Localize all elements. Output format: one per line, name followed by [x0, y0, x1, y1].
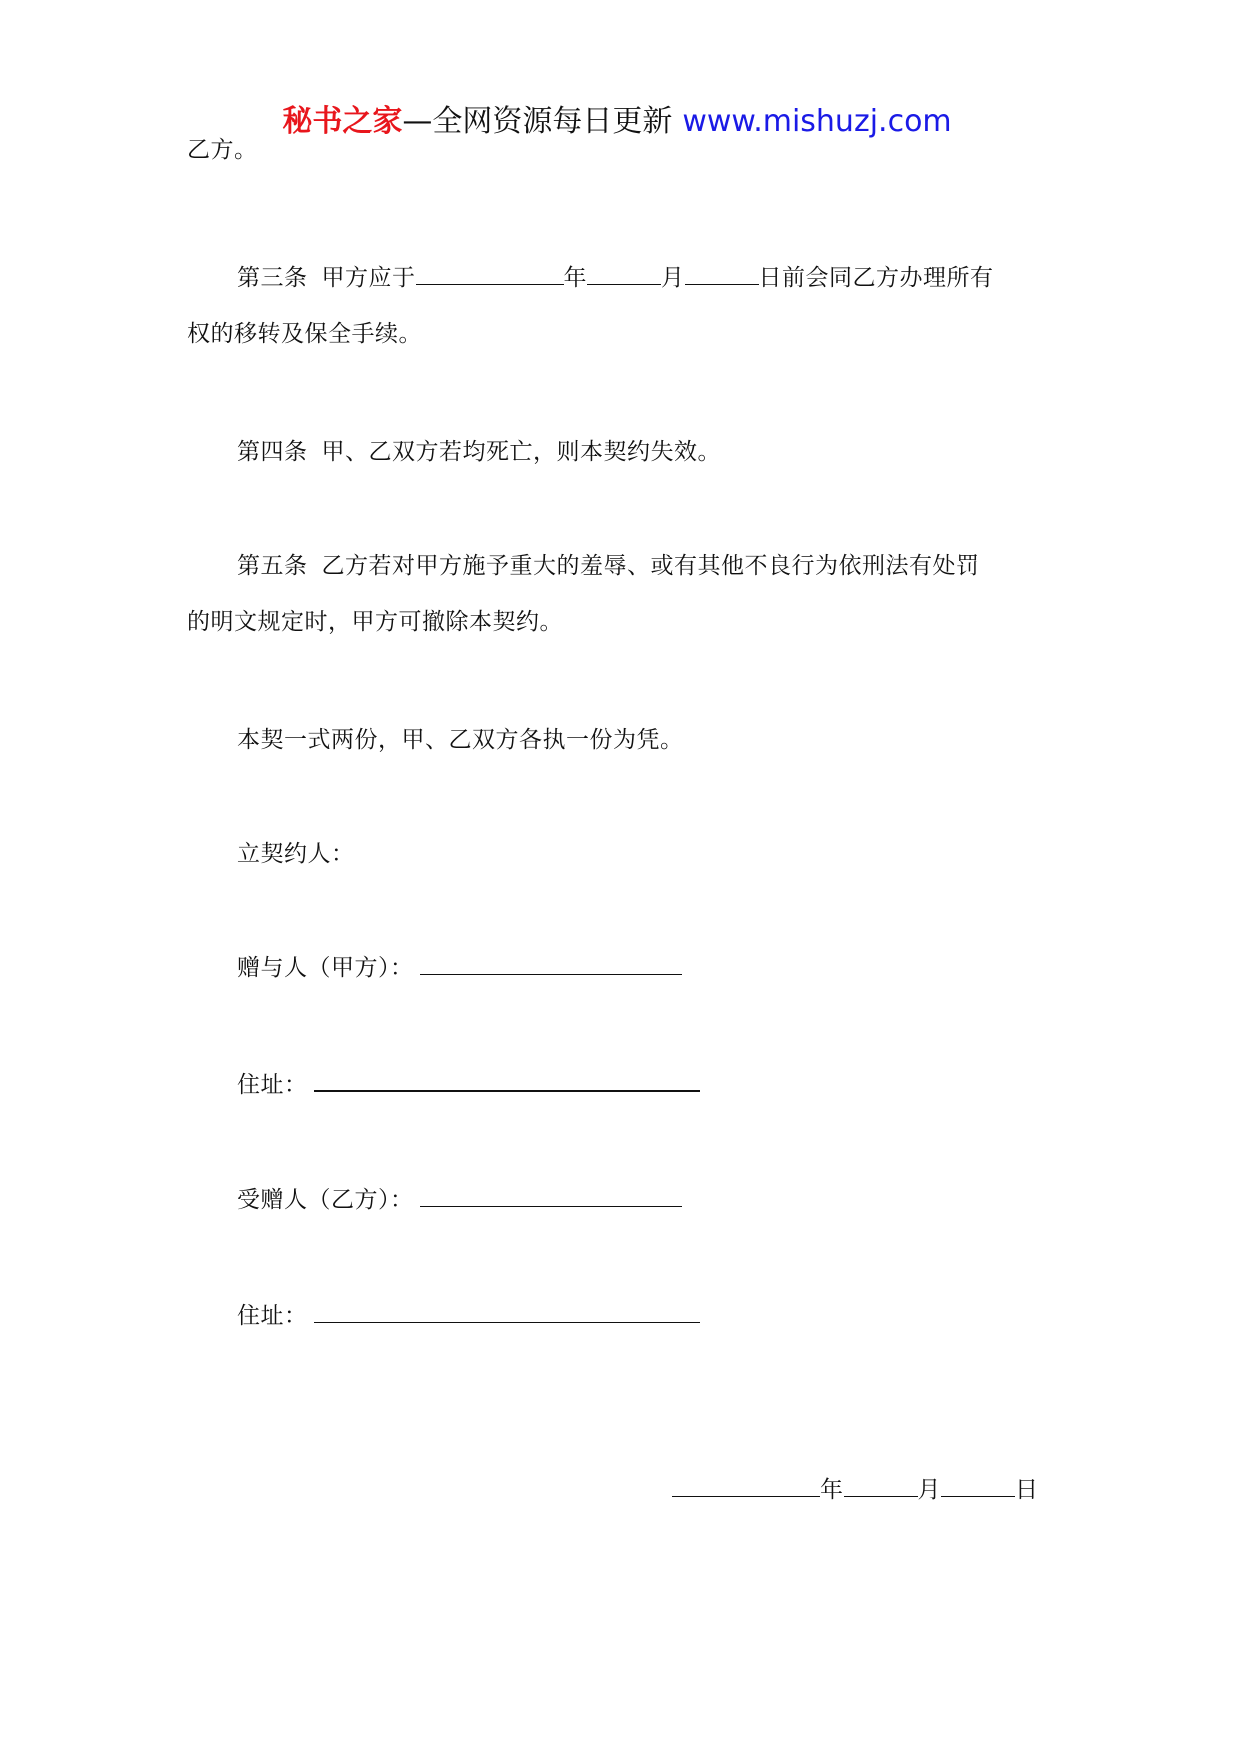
article-4-text: 甲、乙双方若均死亡，则本契约失效。	[321, 439, 721, 465]
article-3-year-blank[interactable]	[416, 262, 564, 285]
donor-label: 赠与人（甲方）：	[237, 955, 414, 981]
date-day-blank[interactable]	[941, 1474, 1015, 1497]
site-slogan: —全网资源每日更新	[402, 104, 673, 139]
donor-name-blank[interactable]	[420, 952, 682, 975]
article-5	[237, 550, 980, 582]
donee-row	[237, 1184, 682, 1216]
continued-text: 乙方。	[187, 137, 258, 163]
article-4	[237, 436, 721, 468]
date-month-blank[interactable]	[844, 1474, 918, 1497]
article-3-pre: 甲方应于	[321, 265, 416, 291]
donee-label: 受赠人（乙方）：	[237, 1187, 414, 1213]
signatories-title: 立契约人：	[237, 841, 355, 867]
donee-address-row	[237, 1300, 700, 1332]
article-5-line-2: 的明文规定时，甲方可撤除本契约。	[187, 609, 563, 635]
donee-address-blank[interactable]	[314, 1300, 700, 1323]
article-3	[237, 262, 994, 294]
site-url-link[interactable]: www.mishuzj.com	[682, 104, 952, 139]
date-day: 日	[1015, 1477, 1039, 1503]
article-3-line-2: 权的移转及保全手续。	[187, 321, 422, 347]
site-header	[0, 102, 1234, 142]
article-5-label: 第五条	[237, 553, 308, 579]
article-3-month-blank[interactable]	[587, 262, 661, 285]
site-brand: 秘书之家	[282, 104, 403, 139]
date-year-blank[interactable]	[672, 1474, 820, 1497]
date-row	[672, 1474, 1039, 1506]
donee-address-label: 住址：	[237, 1303, 308, 1329]
article-3-month: 月	[661, 265, 685, 291]
donor-address-label: 住址：	[237, 1072, 308, 1098]
copies-clause: 本契一式两份，甲、乙双方各执一份为凭。	[237, 727, 684, 753]
article-3-day-blank[interactable]	[685, 262, 759, 285]
article-5-text: 乙方若对甲方施予重大的羞辱、或有其他不良行为依刑法有处罚	[321, 553, 980, 579]
article-3-label: 第三条	[237, 265, 308, 291]
date-year: 年	[820, 1477, 844, 1503]
donee-name-blank[interactable]	[420, 1184, 682, 1207]
article-3-year: 年	[563, 265, 587, 291]
article-3-post: 日前会同乙方办理所有	[758, 265, 994, 291]
donor-address-row	[237, 1068, 700, 1101]
article-4-label: 第四条	[237, 439, 308, 465]
date-month: 月	[917, 1477, 941, 1503]
donor-row	[237, 952, 682, 984]
donor-address-blank[interactable]	[314, 1068, 700, 1092]
